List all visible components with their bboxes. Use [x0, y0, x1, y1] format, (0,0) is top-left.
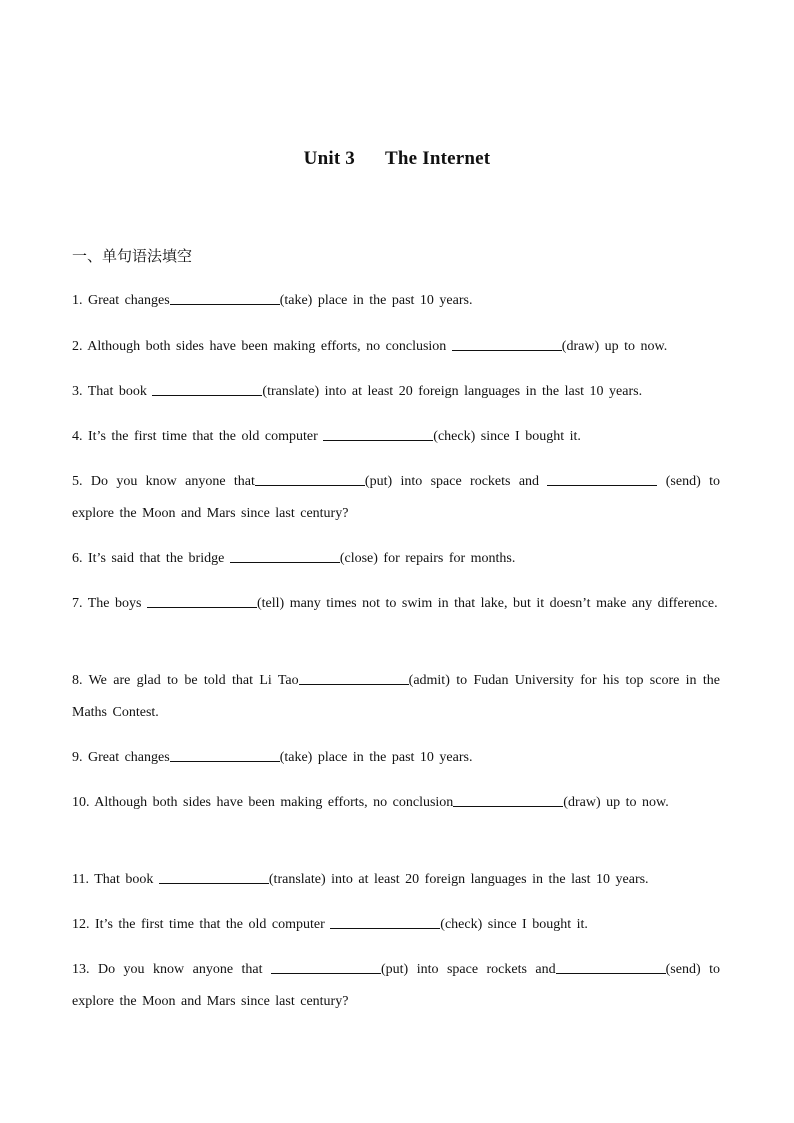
unit-number: Unit 3 — [303, 148, 356, 169]
question-6: 6. It’s said that the bridge (close) for repairs for months. — [72, 543, 720, 575]
verb-hint: (put) — [364, 474, 393, 489]
answer-blank[interactable] — [299, 670, 409, 685]
question-12: 12. It’s the first time that the old computer (check) since I bought it. — [72, 909, 720, 941]
answer-blank[interactable] — [170, 747, 280, 762]
page-title — [0, 148, 794, 170]
verb-hint: (draw) — [561, 339, 600, 354]
question-9: 9. Great changes (take) place in the past 10 years. — [72, 742, 720, 774]
question-1: 1. Great changes (take) place in the past 10 years. — [72, 285, 720, 317]
answer-blank[interactable] — [330, 914, 440, 929]
question-13: 13. Do you know anyone that (put) into space rockets and (send) to explore the Moon and Mars since last century? — [72, 954, 720, 1018]
verb-hint: (put) — [381, 962, 409, 977]
answer-blank[interactable] — [255, 471, 365, 486]
answer-blank[interactable] — [323, 426, 433, 441]
answer-blank[interactable] — [271, 959, 381, 974]
question-8: 8. We are glad to be told that Li Tao (admit) to Fudan University for his top score in the Maths Contest. — [72, 665, 720, 729]
verb-hint: (tell) — [256, 596, 285, 611]
section-heading: 一、单句语法填空 — [72, 247, 193, 265]
answer-blank[interactable] — [547, 471, 657, 486]
verb-hint: (send) — [657, 474, 701, 489]
question-7: 7. The boys (tell) many times not to swim in that lake, but it doesn’t make any difference. — [72, 588, 720, 620]
verb-hint: (translate) — [262, 384, 320, 399]
verb-hint: (close) — [339, 551, 378, 566]
verb-hint: (check) — [433, 429, 476, 444]
question-3: 3. That book (translate) into at least 20 foreign languages in the last 10 years. — [72, 376, 720, 408]
answer-blank[interactable] — [152, 381, 262, 396]
question-4: 4. It’s the first time that the old computer (check) since I bought it. — [72, 421, 720, 453]
verb-hint: (admit) — [408, 673, 450, 688]
unit-name: The Internet — [385, 148, 491, 169]
verb-hint: (take) — [279, 750, 313, 765]
question-10: 10. Although both sides have been making efforts, no conclusion (draw) up to now. — [72, 787, 720, 819]
verb-hint: (translate) — [268, 872, 326, 887]
verb-hint: (draw) — [563, 795, 601, 810]
answer-blank[interactable] — [147, 593, 257, 608]
answer-blank[interactable] — [452, 336, 562, 351]
question-5: 5. Do you know anyone that (put) into space rockets and (send) to explore the Moon and Mars since last century? — [72, 466, 720, 530]
verb-hint: (check) — [440, 917, 483, 932]
answer-blank[interactable] — [170, 290, 280, 305]
verb-hint: (send) — [665, 962, 701, 977]
answer-blank[interactable] — [453, 792, 563, 807]
question-11: 11. That book (translate) into at least 20 foreign languages in the last 10 years. — [72, 864, 720, 896]
answer-blank[interactable] — [159, 869, 269, 884]
answer-blank[interactable] — [230, 548, 340, 563]
question-2: 2. Although both sides have been making efforts, no conclusion (draw) up to now. — [72, 331, 720, 363]
verb-hint: (take) — [279, 293, 313, 308]
answer-blank[interactable] — [556, 959, 666, 974]
